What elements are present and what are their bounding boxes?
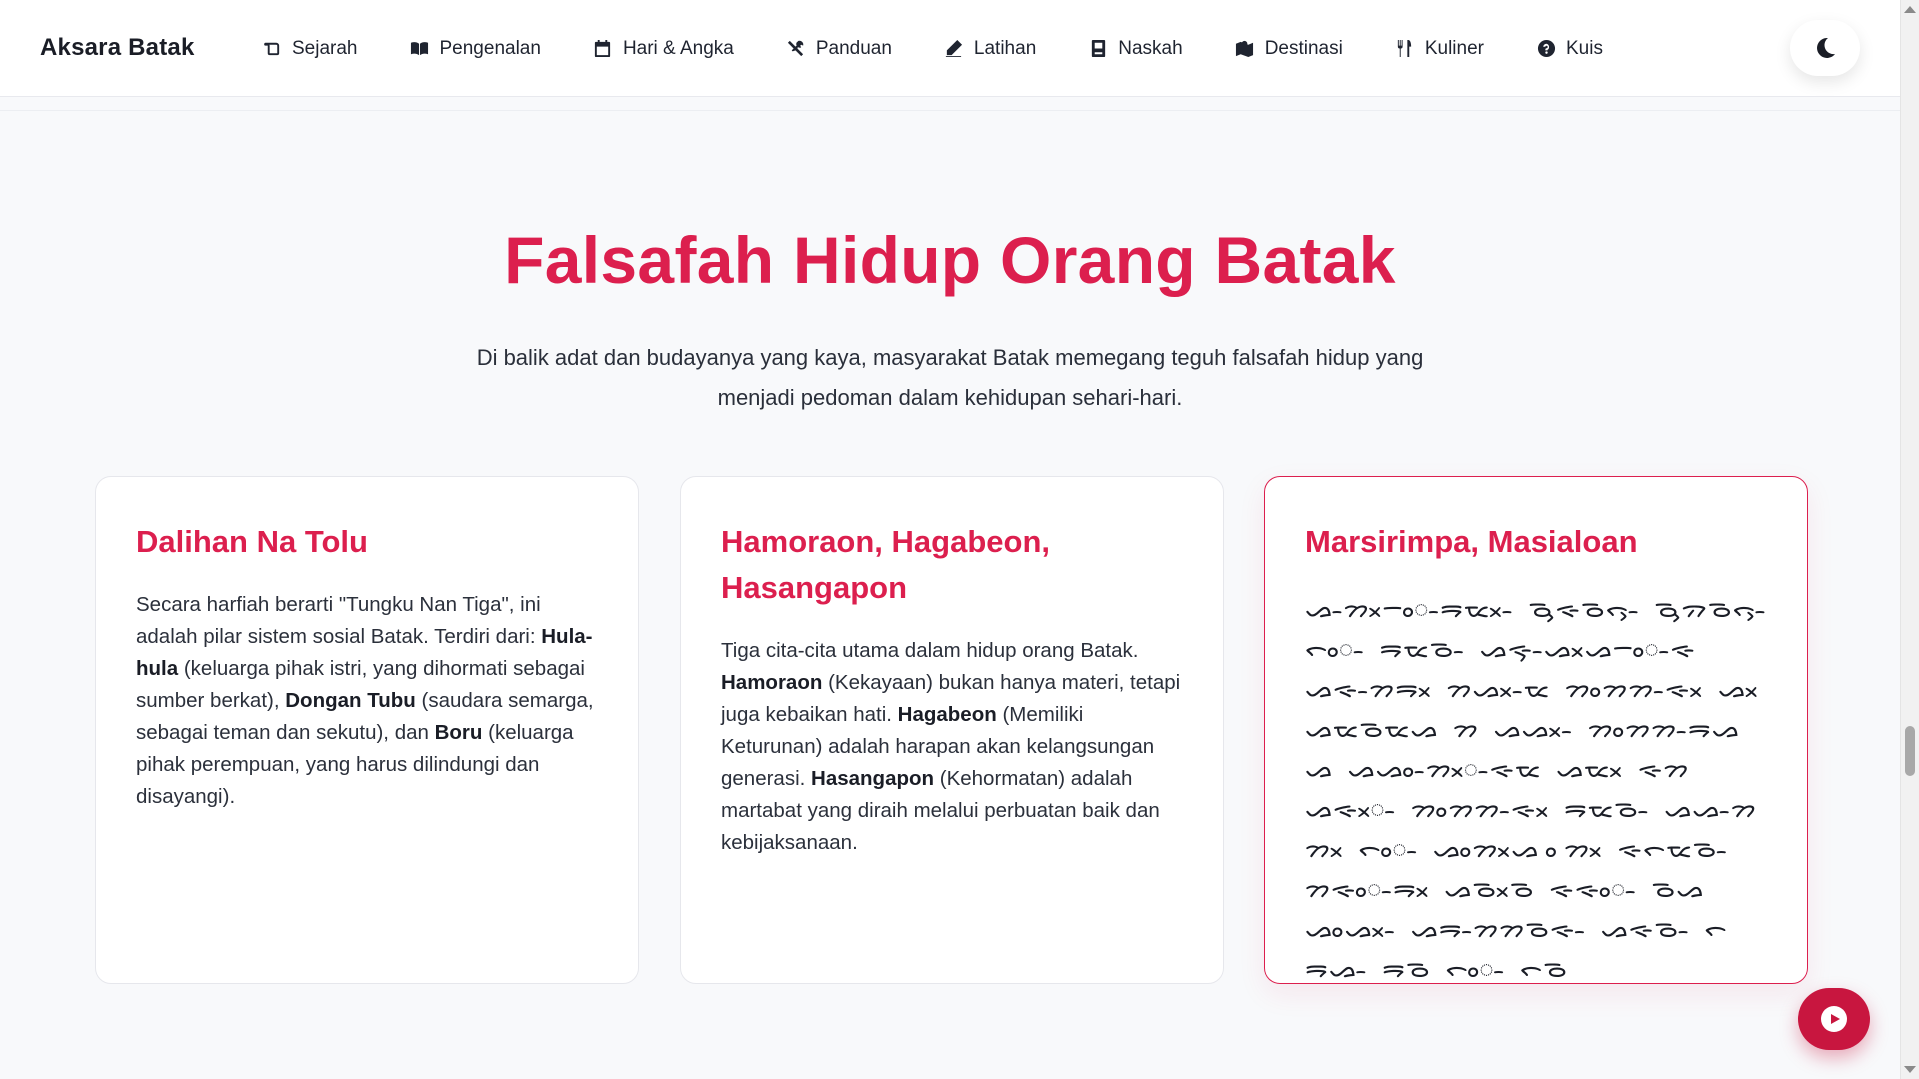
philosophy-card-hamoraon[interactable]	[680, 476, 1224, 984]
nav-item-panduan[interactable]	[786, 38, 892, 60]
play-icon	[1821, 1006, 1847, 1032]
nav-item-latihan[interactable]	[944, 38, 1036, 60]
question-circle-icon	[1536, 39, 1556, 59]
audio-play-button[interactable]	[1798, 988, 1870, 1050]
tools-icon	[786, 39, 806, 59]
nav-item-hari-angka[interactable]	[593, 38, 734, 60]
section-divider	[0, 110, 1900, 111]
card-title: Hamoraon, Hagabeon, Hasangapon	[721, 524, 1050, 605]
nav-item-destinasi[interactable]	[1235, 38, 1343, 60]
nav-item-label: Kuliner	[1424, 37, 1484, 59]
top-navbar	[0, 0, 1900, 97]
utensils-icon	[1395, 39, 1415, 59]
nav-item-naskah[interactable]	[1088, 38, 1182, 60]
moon-icon	[1813, 36, 1837, 60]
section-title: Falsafah Hidup Orang Batak	[504, 223, 1396, 297]
nav-item-label: Destinasi	[1264, 37, 1343, 59]
batak-script-text: ᯀ᯳ᯂᯬᯇᯪ᯳ᯒᯬᯔ᯳ ᯉᯮᯐᯉᯮᯞ᯳ ᯉᯮᯄᯉᯮᯞ᯳ ᯞᯪ᯳ ᯒᯔᯉ᯳ ᯀᯮᯐ᯳ᯀᯬᯀᯇᯪ᯳ᯐ ᯀᯐ᯳ᯂᯒᯬ ᯂᯬᯀ᯳ᯔ ᯂᯪᯂᯂ᯳ᯐᯬ ᯀᯬᯀᯔᯉᯔᯀ ᯂ ᯀᯬᯀ᯳ ᯂᯪᯂᯂ᯳ᯒᯀᯀ ᯀᯪᯀ᯳ᯂᯬ᯳ᯐᯔ ᯀᯔᯬ ᯐᯂᯀᯐᯬ᯳ ᯂᯪᯂᯂ᯳ᯐᯬ ᯒᯔᯉ᯳ ᯀᯀ᯳ᯂ ᯂᯬ ᯞᯪ᯳ ᯀᯪᯂᯬᯀ ᯪᯂᯬ ᯐᯞᯔᯉ᯳ ᯂᯐᯪ᯳ᯒᯬ ᯀᯉᯬᯉ ᯐᯐᯪ᯳ ᯉᯀᯀᯪᯬᯀ᯳ ᯀᯒ᯳ᯂᯂᯉᯐ᯳ ᯀᯐᯉ᯳ ᯞᯒᯀ᯳ ᯒᯉ ᯞᯪ᯳ ᯞᯉ	[1305, 595, 1767, 983]
page-scrollbar[interactable]	[1900, 0, 1919, 1079]
card-title: Dalihan Na Tolu	[136, 524, 368, 559]
card-body-text: Secara harfiah berarti "Tungku Nan Tiga", ini adalah pilar sistem sosial Batak. Terdiri dari:	[136, 593, 542, 648]
nav-item-label: Pengenalan	[439, 37, 541, 59]
nav-item-pengenalan[interactable]	[410, 38, 541, 60]
nav-item-label: Panduan	[815, 37, 892, 59]
pencil-icon	[944, 39, 964, 59]
card-body-text: Tiga cita-cita utama dalam hidup orang Batak.	[721, 639, 1139, 662]
card-body-term: Hula-hula	[136, 625, 593, 680]
card-body-term: Dongan Tubu	[285, 689, 416, 712]
card-body-text: (keluarga pihak perempuan, yang harus dilindungi dan disayangi).	[136, 721, 574, 808]
section-intro: Di balik adat dan budayanya yang kaya, masyarakat Batak memegang teguh falsafah hidup yang menjadi pedoman dalam kehidupan sehari-hari.	[476, 345, 1424, 410]
nav-item-label: Hari & Angka	[622, 37, 734, 59]
brand-logo[interactable]: Aksara Batak	[40, 34, 195, 61]
card-body-text: (saudara semarga, sebagai teman dan sekutu), dan	[136, 689, 594, 744]
scroll-icon	[262, 39, 282, 59]
book-open-icon	[410, 39, 430, 59]
nav-item-label: Sejarah	[292, 37, 358, 59]
scroll-up-arrow-icon[interactable]	[1904, 6, 1916, 13]
nav-item-label: Latihan	[973, 37, 1037, 59]
nav-menu	[262, 0, 1603, 97]
scrollbar-thumb[interactable]	[1905, 726, 1915, 776]
card-body-term: Hagabeon	[897, 703, 997, 726]
card-title: Marsirimpa, Masialoan	[1305, 524, 1638, 559]
book-icon	[1088, 39, 1108, 59]
map-icon	[1235, 39, 1255, 59]
nav-item-sejarah[interactable]	[262, 38, 358, 60]
nav-item-label: Kuis	[1566, 37, 1603, 59]
card-body-text: (Memiliki Keturunan) adalah harapan akan kelangsungan generasi.	[721, 703, 1155, 790]
card-body-text: (Kekayaan) bukan hanya materi, tetapi juga kebaikan hati.	[721, 671, 1181, 726]
philosophy-card-marsirimpa[interactable]	[1264, 476, 1808, 984]
card-body-term: Hamoraon	[721, 671, 823, 694]
card-body-term: Boru	[434, 721, 483, 744]
card-body	[136, 589, 598, 813]
nav-item-kuliner[interactable]	[1395, 38, 1484, 60]
card-body	[721, 635, 1183, 859]
scroll-down-arrow-icon[interactable]	[1904, 1066, 1916, 1073]
card-body-term: Hasangapon	[811, 767, 935, 790]
philosophy-card-dalihan-na-tolu[interactable]	[95, 476, 639, 984]
card-body-text: (Kehormatan) adalah martabat yang diraih melalui perbuatan baik dan kebijaksanaan.	[721, 767, 1160, 854]
card-body-text: (keluarga pihak istri, yang dihormati sebagai sumber berkat),	[136, 657, 585, 712]
nav-item-label: Naskah	[1118, 37, 1183, 59]
calendar-icon	[593, 39, 613, 59]
theme-toggle-button[interactable]	[1790, 20, 1860, 76]
nav-item-kuis[interactable]	[1536, 38, 1603, 60]
